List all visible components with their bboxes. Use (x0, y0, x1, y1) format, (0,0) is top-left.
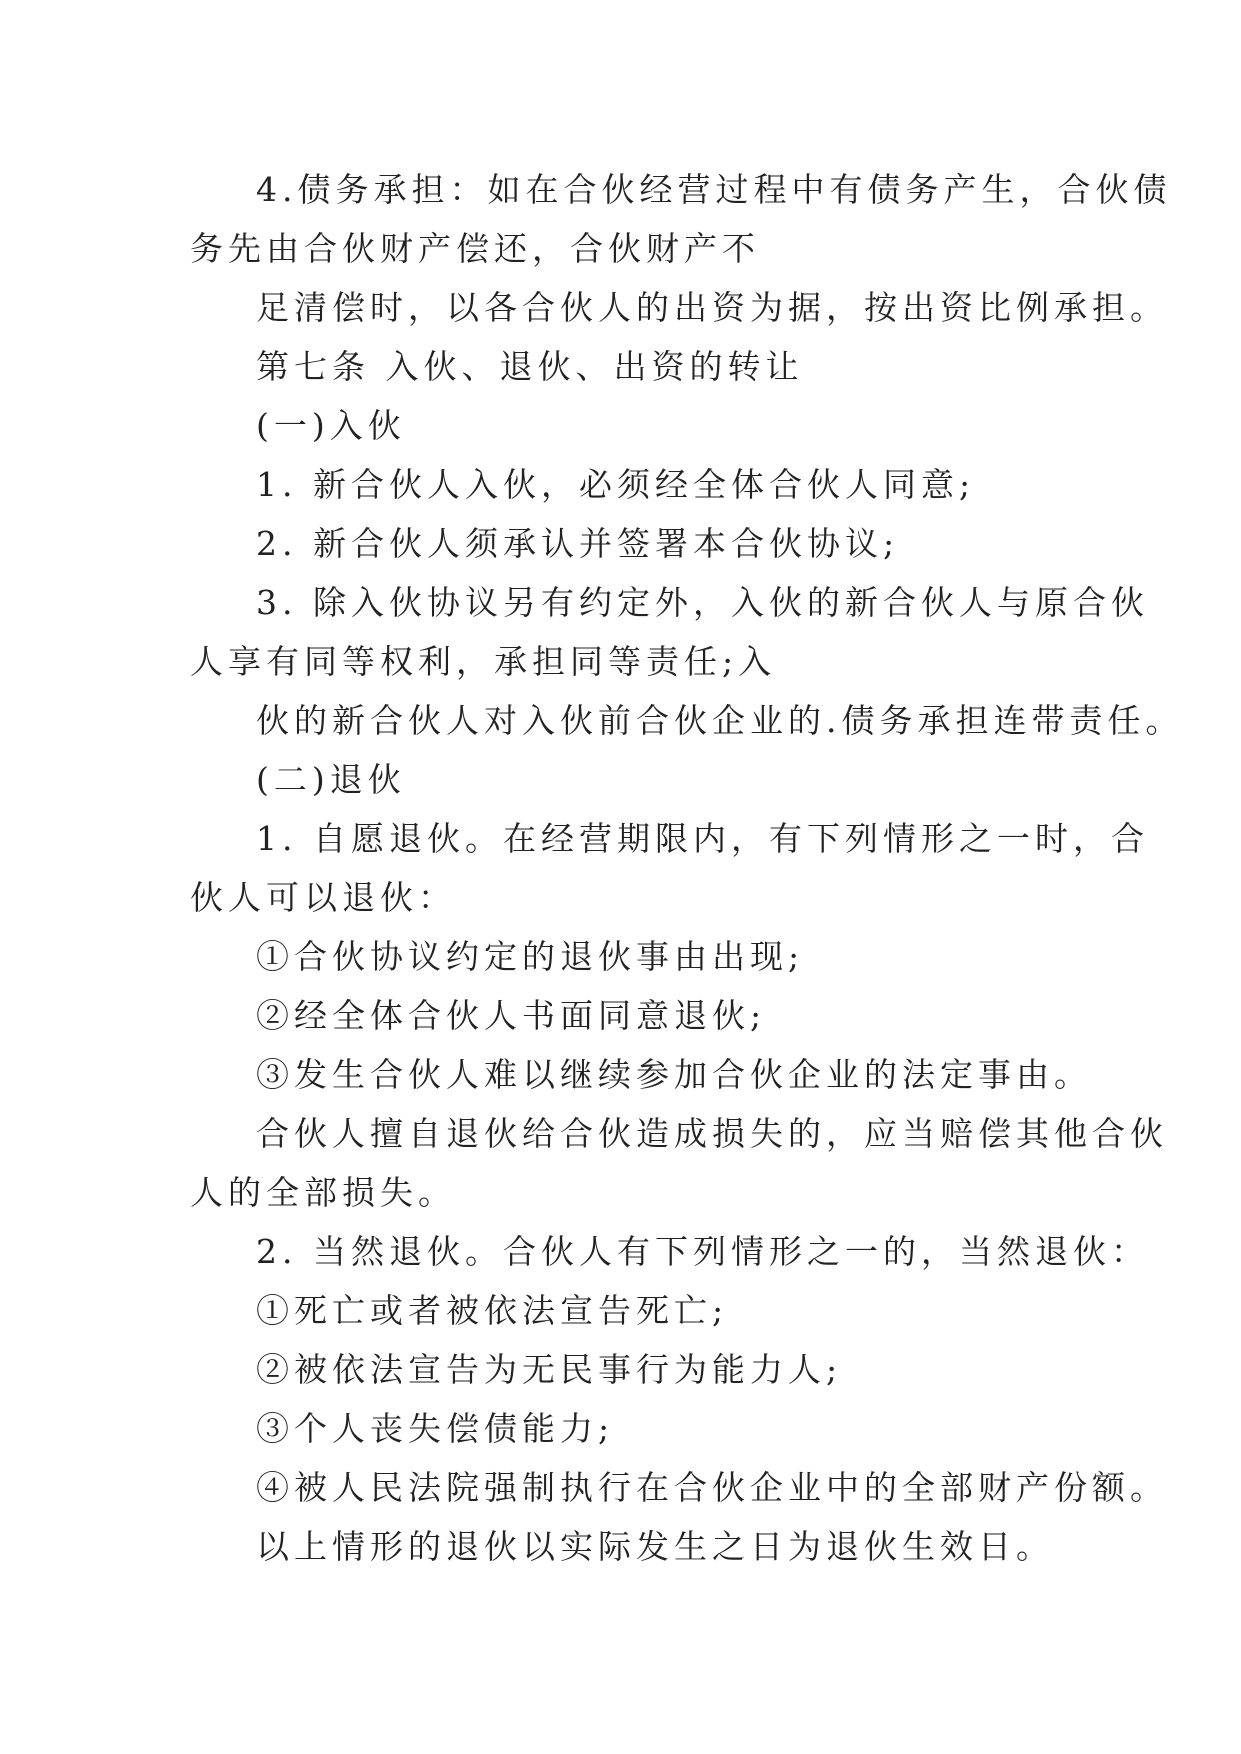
paragraph-line: 足清偿时，以各合伙人的出资为据，按出资比例承担。 (256, 288, 1168, 327)
paragraph-line: 人的全部损失。 (190, 1173, 456, 1212)
list-item: ③个人丧失偿债能力; (256, 1409, 615, 1448)
list-item: 2. 新合伙人须承认并签署本合伙协议; (256, 524, 900, 563)
list-item: ②经全体合伙人书面同意退伙; (256, 996, 767, 1035)
paragraph-line: 4.债务承担：如在合伙经营过程中有债务产生，合伙债 (256, 170, 1172, 209)
list-item: 1. 自愿退伙。在经营期限内，有下列情形之一时，合 (256, 819, 1149, 858)
paragraph-line: 以上情形的退伙以实际发生之日为退伙生效日。 (256, 1527, 1054, 1566)
document-body (190, 160, 1184, 1576)
list-item: 1. 新合伙人入伙，必须经全体合伙人同意; (256, 465, 976, 504)
subsection-heading: (二)退伙 (256, 760, 406, 799)
paragraph-line: 务先由合伙财产偿还，合伙财产不 (190, 229, 760, 268)
paragraph-line: 合伙人擅自退伙给合伙造成损失的，应当赔偿其他合伙 (256, 1114, 1168, 1153)
section-heading: 第七条 入伙、退伙、出资的转让 (256, 347, 804, 386)
list-item-continuation: 人享有同等权利，承担同等责任;入 (190, 642, 777, 681)
list-item: ②被依法宣告为无民事行为能力人; (256, 1350, 843, 1389)
list-item: 3. 除入伙协议另有约定外，入伙的新合伙人与原合伙 (256, 583, 1149, 622)
paragraph-line: 伙的新合伙人对入伙前合伙企业的.债务承担连带责任。 (256, 701, 1184, 740)
list-item: ④被人民法院强制执行在合伙企业中的全部财产份额。 (256, 1468, 1168, 1507)
subsection-heading: (一)入伙 (256, 406, 406, 445)
list-item-continuation: 伙人可以退伙： (190, 878, 456, 917)
list-item: ③发生合伙人难以继续参加合伙企业的法定事由。 (256, 1055, 1092, 1094)
list-item: ①死亡或者被依法宣告死亡; (256, 1291, 729, 1330)
list-item: ①合伙协议约定的退伙事由出现; (256, 937, 805, 976)
list-item: 2. 当然退伙。合伙人有下列情形之一的，当然退伙： (256, 1232, 1149, 1271)
